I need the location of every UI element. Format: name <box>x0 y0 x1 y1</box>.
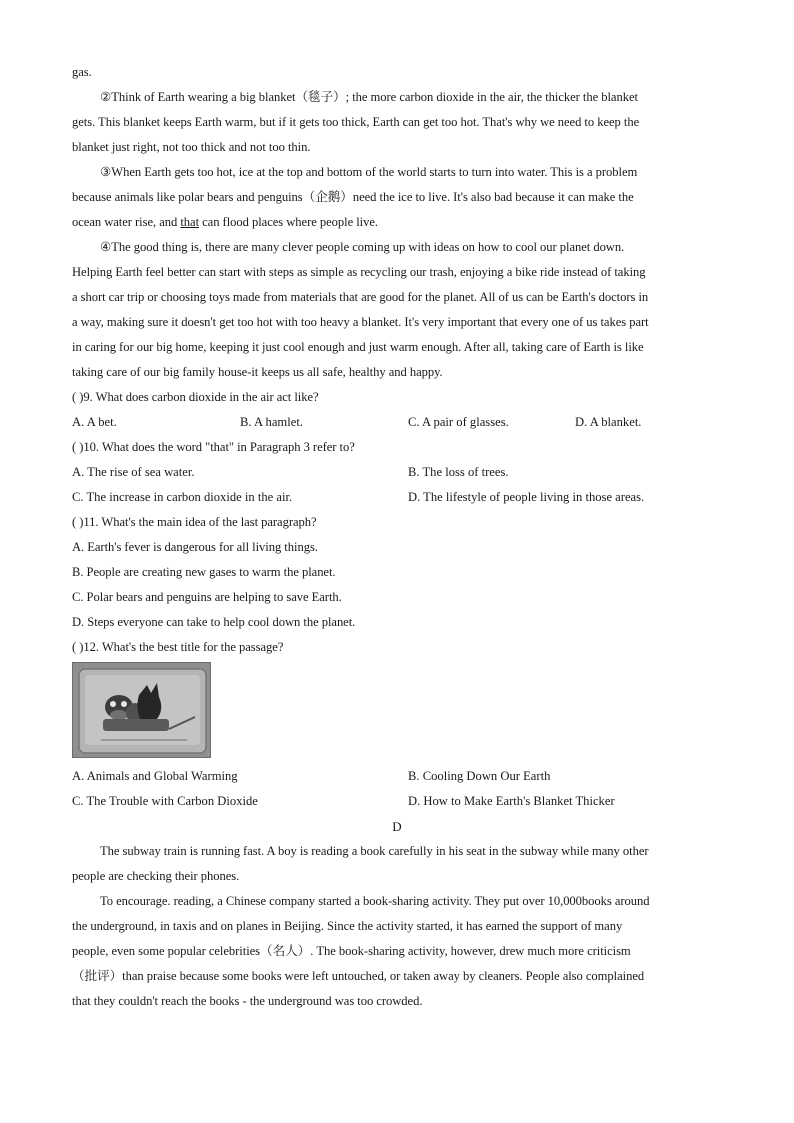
paragraph-4-line-1: ④The good thing is, there are many clever people coming up with ideas on how to cool our planet down. <box>100 240 625 254</box>
question-12-option-b: B. Cooling Down Our Earth <box>408 769 551 783</box>
question-9-option-b: B. A hamlet. <box>240 415 303 429</box>
passage-d-paragraph-2-line-5: that they couldn't reach the books - the underground was too crowded. <box>72 994 423 1008</box>
passage-d-paragraph-1-line-2: people are checking their phones. <box>72 869 240 883</box>
question-12-option-d: D. How to Make Earth's Blanket Thicker <box>408 794 615 808</box>
question-9-option-a: A. A bet. <box>72 415 117 429</box>
paragraph-3-text-before: ocean water rise, and <box>72 215 181 229</box>
passage-d-paragraph-2-line-1: To encourage. reading, a Chinese company started a book-sharing activity. They put over 10,000books around <box>100 894 650 908</box>
question-12-option-c: C. The Trouble with Carbon Dioxide <box>72 794 258 808</box>
question-9-option-c: C. A pair of glasses. <box>408 415 509 429</box>
paragraph-3-line-1: ③When Earth gets too hot, ice at the top and bottom of the world starts to turn into water. This is a problem <box>100 165 638 179</box>
paragraph-4-line-2: Helping Earth feel better can start with steps as simple as recycling our trash, enjoying a bike ride instead of taking <box>72 265 646 279</box>
paragraph-2-line-3: blanket just right, not too thick and not too thin. <box>72 140 311 154</box>
paragraph-3-text-after: can flood places where people live. <box>199 215 379 229</box>
question-12-stem: ( )12. What's the best title for the passage? <box>72 640 284 654</box>
paragraph-2-line-2: gets. This blanket keeps Earth warm, but if it gets too thick, Earth can get too hot. That's why we need to keep the <box>72 115 640 129</box>
question-11-stem: ( )11. What's the main idea of the last paragraph? <box>72 515 317 529</box>
question-11-option-b: B. People are creating new gases to warm the planet. <box>72 565 336 579</box>
question-10-option-d: D. The lifestyle of people living in those areas. <box>408 490 645 504</box>
paragraph-3-line-2: because animals like polar bears and penguins（企鹅）need the ice to live. It's also bad because it can make the <box>72 190 634 204</box>
earth-blanket-cartoon-image <box>73 663 211 758</box>
passage-d-paragraph-2-line-4: （批评）than praise because some books were left untouched, or taken away by cleaners. People also complained <box>72 969 645 983</box>
question-9-option-d: D. A blanket. <box>575 415 642 429</box>
question-11-option-d: D. Steps everyone can take to help cool down the planet. <box>72 615 356 629</box>
paragraph-4-line-4: a way, making sure it doesn't get too hot with too heavy a blanket. It's very important that every one of us takes part <box>72 315 649 329</box>
section-letter-d: D <box>392 819 402 834</box>
question-9-stem: ( )9. What does carbon dioxide in the air act like? <box>72 390 319 404</box>
question-10-option-a: A. The rise of sea water. <box>72 465 195 479</box>
paragraph-4-line-3: a short car trip or choosing toys made from materials that are good for the planet. All of us can be Earth's doctors in <box>72 290 649 304</box>
paragraph-3-line-3 <box>72 210 378 235</box>
question-10-option-c: C. The increase in carbon dioxide in the air. <box>72 490 293 504</box>
question-12-option-a: A. Animals and Global Warming <box>72 769 238 783</box>
question-11-option-c: C. Polar bears and penguins are helping to save Earth. <box>72 590 342 604</box>
passage-d-paragraph-1-line-1: The subway train is running fast. A boy is reading a book carefully in his seat in the subway while many other <box>100 844 649 858</box>
paragraph-4-line-6: taking care of our big family house-it keeps us all safe, healthy and happy. <box>72 365 443 379</box>
question-10-stem: ( )10. What does the word "that" in Paragraph 3 refer to? <box>72 440 355 454</box>
question-11-option-a: A. Earth's fever is dangerous for all living things. <box>72 540 318 554</box>
question-10-option-b: B. The loss of trees. <box>408 465 509 479</box>
passage-d-paragraph-2-line-3: people, even some popular celebrities（名人）. The book-sharing activity, however, drew much more criticism <box>72 944 631 958</box>
underlined-word-that: that <box>180 215 200 229</box>
cartoon-photo <box>72 662 211 758</box>
passage-d-paragraph-2-line-2: the underground, in taxis and on planes in Beijing. Since the activity started, it has earned the support of many <box>72 919 623 933</box>
passage-line: gas. <box>72 65 92 79</box>
paragraph-2-line-1: ②Think of Earth wearing a big blanket（毯子）; the more carbon dioxide in the air, the thicker the blanket <box>100 90 638 104</box>
paragraph-4-line-5: in caring for our big home, keeping it just cool enough and just warm enough. After all, taking care of Earth is like <box>72 340 644 354</box>
